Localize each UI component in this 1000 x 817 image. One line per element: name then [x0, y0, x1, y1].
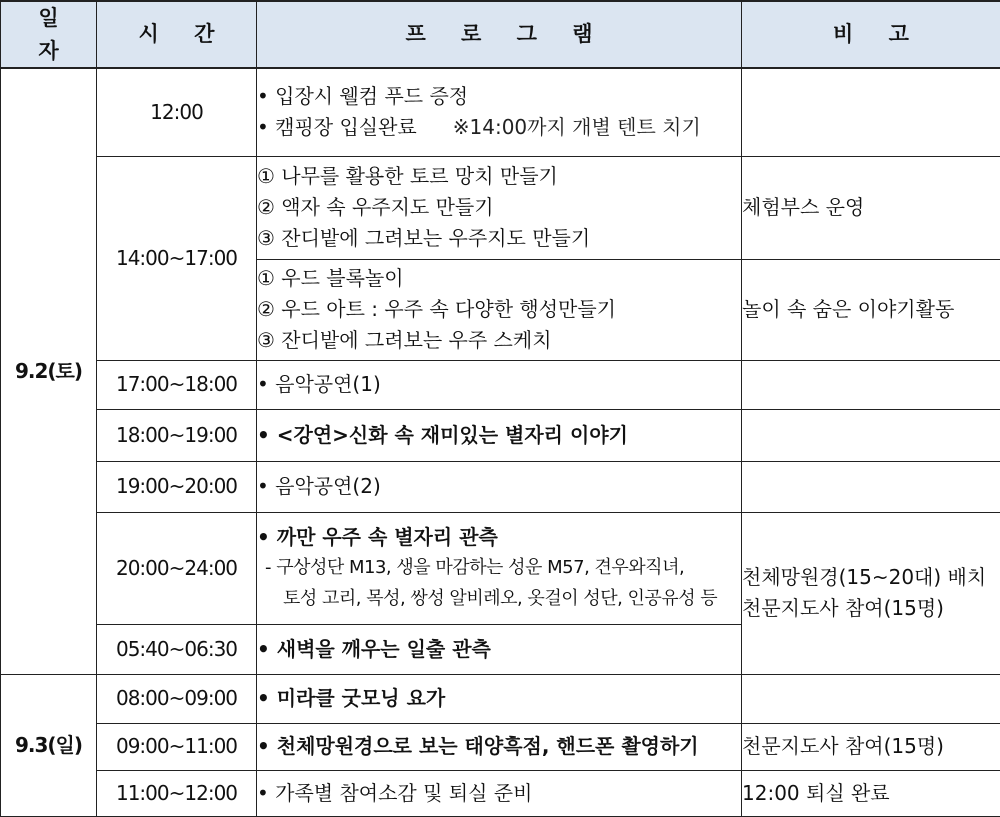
time-cell: 17:00~18:00	[97, 360, 257, 409]
note-line: 천체망원경(15~20대) 배치	[742, 562, 1000, 593]
program-line: ① 우드 블록놀이	[257, 263, 741, 294]
note-cell: 체험부스 운영	[742, 156, 1000, 259]
time-cell: 14:00~17:00	[97, 156, 257, 360]
program-line: • 미라클 굿모닝 요가	[257, 683, 741, 714]
program-cell	[257, 156, 742, 259]
table-row	[1, 723, 1000, 770]
program-line: • 입장시 웰컴 푸드 증정	[257, 81, 741, 112]
note-cell: 천문지도사 참여(15명)	[742, 723, 1000, 770]
time-cell: 12:00	[97, 68, 257, 156]
note-cell: 12:00 퇴실 완료	[742, 770, 1000, 816]
day-label: 9.2(토)	[1, 68, 97, 674]
header-program: 프 로 그 램	[257, 1, 742, 68]
program-line: • 새벽을 깨우는 일출 관측	[257, 634, 741, 665]
program-line: ③ 잔디밭에 그려보는 우주지도 만들기	[257, 223, 741, 254]
note-cell	[742, 68, 1000, 156]
note-cell	[742, 674, 1000, 723]
table-row	[1, 674, 1000, 723]
time-cell: 09:00~11:00	[97, 723, 257, 770]
table-row	[1, 360, 1000, 409]
header-row	[1, 1, 1000, 68]
program-cell	[257, 360, 742, 409]
header-date: 일 자	[1, 1, 97, 68]
table-row	[1, 512, 1000, 624]
program-line: ③ 잔디밭에 그려보는 우주 스케치	[257, 325, 741, 356]
program-cell	[257, 409, 742, 461]
program-cell	[257, 723, 742, 770]
program-line: ② 액자 속 우주지도 만들기	[257, 192, 741, 223]
time-cell: 05:40~06:30	[97, 624, 257, 674]
time-cell: 08:00~09:00	[97, 674, 257, 723]
program-line: ② 우드 아트 : 우주 속 다양한 행성만들기	[257, 294, 741, 325]
program-line: • <강연>신화 속 재미있는 별자리 이야기	[257, 420, 741, 451]
program-cell	[257, 674, 742, 723]
header-time: 시 간	[97, 1, 257, 68]
table-row	[1, 770, 1000, 816]
table-row	[1, 461, 1000, 512]
table-row	[1, 409, 1000, 461]
program-line: • 가족별 참여소감 및 퇴실 준비	[257, 778, 741, 809]
header-note: 비 고	[742, 1, 1000, 68]
table-row	[1, 156, 1000, 259]
note-cell: 놀이 속 숨은 이야기활동	[742, 259, 1000, 360]
program-line: • 까만 우주 속 별자리 관측	[257, 522, 741, 553]
time-cell: 19:00~20:00	[97, 461, 257, 512]
time-cell: 11:00~12:00	[97, 770, 257, 816]
day-label: 9.3(일)	[1, 674, 97, 816]
note-cell	[742, 360, 1000, 409]
program-cell	[257, 624, 742, 674]
program-cell	[257, 512, 742, 624]
program-cell	[257, 68, 742, 156]
program-subline: - 구상성단 M13, 생을 마감하는 성운 M57, 견우와직녀,	[257, 553, 741, 584]
program-subline: 토성 고리, 목성, 쌍성 알비레오, 옷걸이 성단, 인공유성 등	[257, 584, 741, 615]
program-line: • 음악공연(2)	[257, 471, 741, 502]
program-cell	[257, 259, 742, 360]
program-line: • 천체망원경으로 보는 태양흑점, 핸드폰 촬영하기	[257, 731, 741, 762]
program-line: • 음악공연(1)	[257, 369, 741, 400]
program-line: ① 나무를 활용한 토르 망치 만들기	[257, 161, 741, 192]
program-cell	[257, 770, 742, 816]
remark-text: ※14:00까지 개별 텐트 치기	[417, 115, 701, 139]
time-cell: 18:00~19:00	[97, 409, 257, 461]
time-cell: 20:00~24:00	[97, 512, 257, 624]
program-line: • 캠핑장 입실완료 ※14:00까지 개별 텐트 치기	[257, 112, 741, 143]
note-cell	[742, 409, 1000, 461]
note-line: 천문지도사 참여(15명)	[742, 593, 1000, 624]
program-cell	[257, 461, 742, 512]
table-row	[1, 68, 1000, 156]
note-cell	[742, 512, 1000, 674]
note-cell	[742, 461, 1000, 512]
